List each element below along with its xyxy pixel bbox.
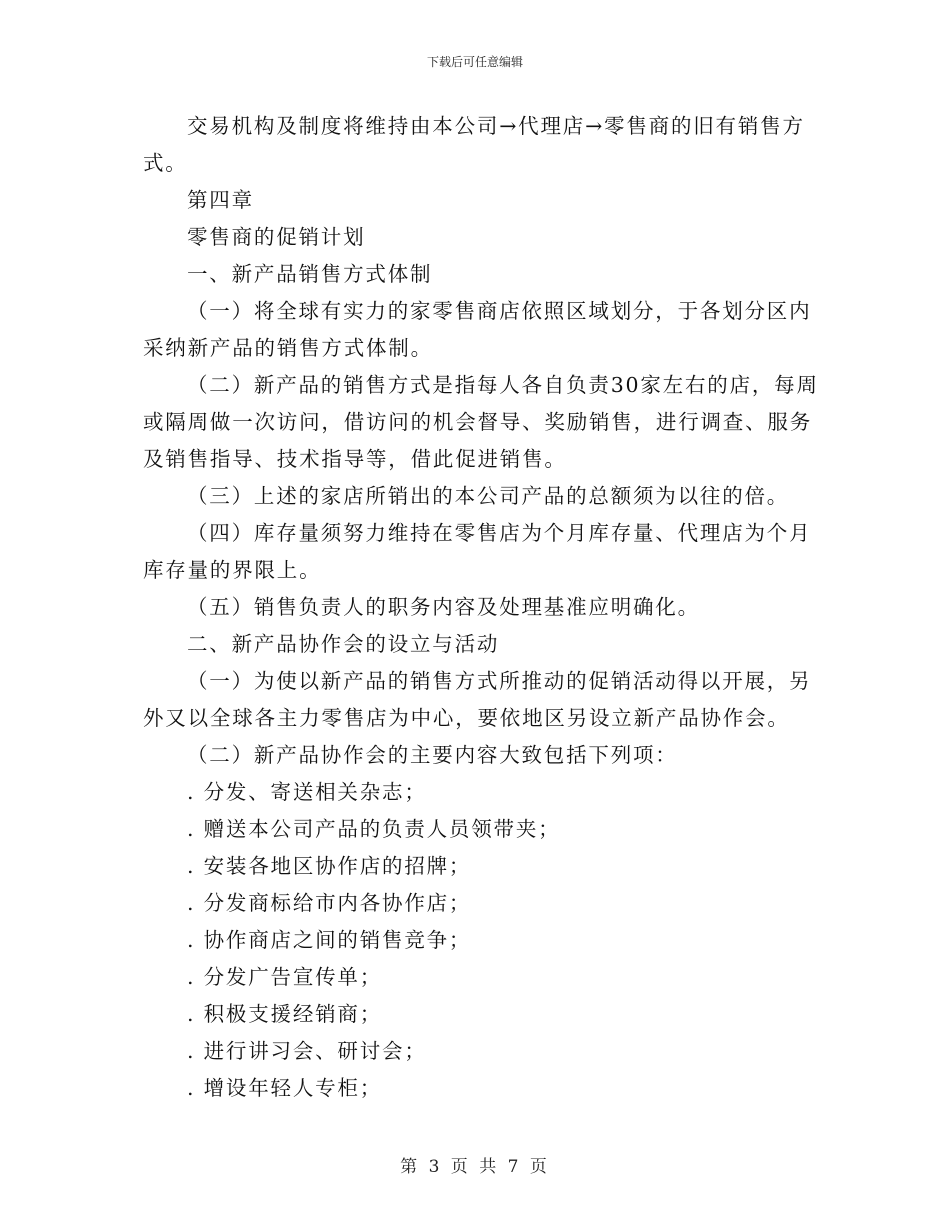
paragraph-line: （二）新产品的销售方式是指每人各自负责30家左右的店，每周: [187, 373, 819, 397]
list-item: . 分发、寄送相关杂志；: [187, 780, 427, 804]
paragraph-line: （一）将全球有实力的家零售商店依照区域划分，于各划分区内: [187, 299, 812, 323]
paragraph-line: 及销售指导、技术指导等，借此促进销售。: [143, 447, 567, 471]
list-item: . 进行讲习会、研讨会；: [187, 1039, 427, 1063]
document-body: [143, 108, 819, 1107]
paragraph-line: 外又以全球各主力零售店为中心，要依地区另设立新产品协作会。: [143, 706, 790, 730]
list-item: . 协作商店之间的销售竞争；: [187, 928, 472, 952]
paragraph-line: （三）上述的家店所销出的本公司产品的总额须为以往的倍。: [187, 484, 790, 508]
section-heading: 一、新产品销售方式体制: [187, 262, 433, 286]
page-number: 第 3 页 共 7 页: [400, 1157, 550, 1177]
chapter-heading: 第四章: [187, 188, 254, 212]
list-item: . 安装各地区协作店的招牌；: [187, 854, 472, 878]
list-item: . 分发广告宣传单；: [187, 965, 383, 989]
list-item: . 赠送本公司产品的负责人员领带夹；: [187, 817, 561, 841]
paragraph-line: （四）库存量须努力维持在零售店为个月库存量、代理店为个月: [187, 521, 812, 545]
chapter-title: 零售商的促销计划: [187, 225, 366, 249]
paragraph-line: （二）新产品协作会的主要内容大致包括下列项：: [187, 743, 678, 767]
paragraph-line: 交易机构及制度将维持由本公司→代理店→零售商的旧有销售方: [187, 114, 805, 138]
section-heading: 二、新产品协作会的设立与活动: [187, 632, 500, 656]
paragraph-line: （五）销售负责人的职务内容及处理基准应明确化。: [187, 595, 700, 619]
list-item: . 分发商标给市内各协作店；: [187, 891, 472, 915]
list-item: . 积极支援经销商；: [187, 1002, 383, 1026]
paragraph-line: 库存量的界限上。: [143, 558, 322, 582]
paragraph-line: 式。: [143, 151, 188, 175]
paragraph-line: 采纳新产品的销售方式体制。: [143, 336, 433, 360]
paragraph-line: 或隔周做一次访问，借访问的机会督导、奖励销售，进行调查、服务: [143, 410, 812, 434]
paragraph-line: （一）为使以新产品的销售方式所推动的促销活动得以开展，另: [187, 669, 812, 693]
page-header-note: 下载后可任意编辑: [426, 55, 523, 69]
list-item: . 增设年轻人专柜；: [187, 1076, 383, 1100]
